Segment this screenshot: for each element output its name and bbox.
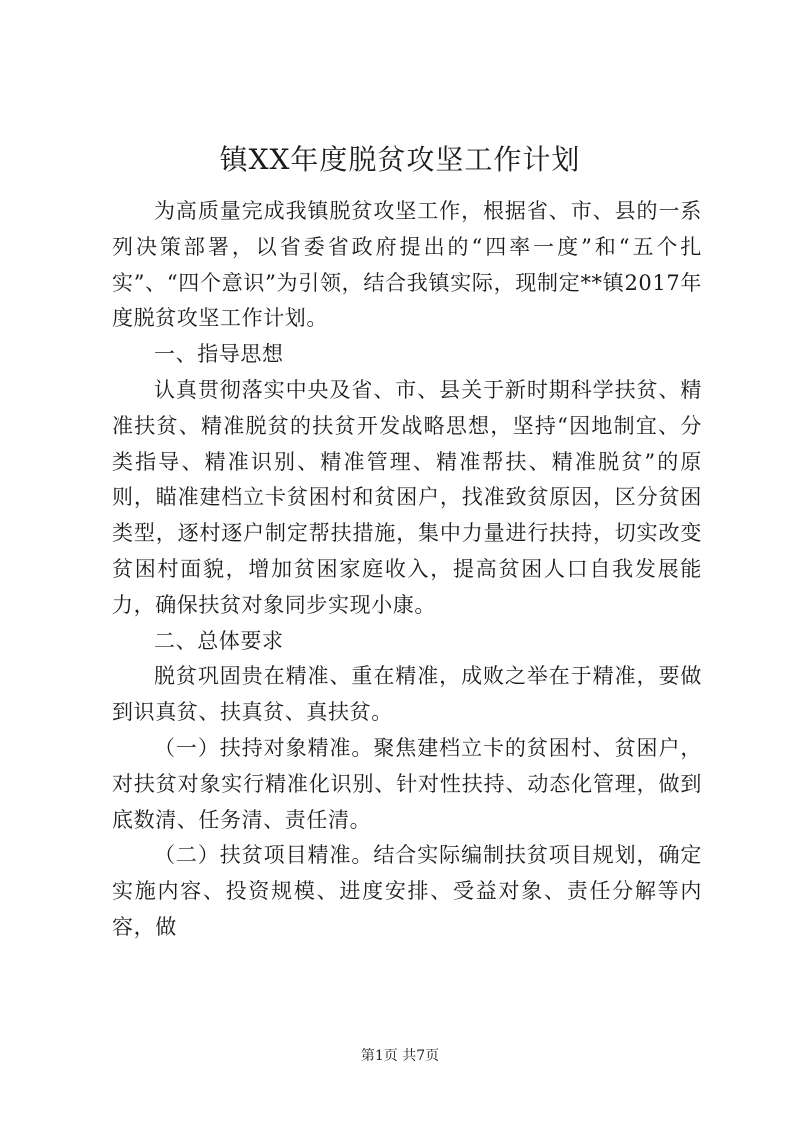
document-title: 镇XX年度脱贫攻坚工作计划 bbox=[219, 143, 581, 176]
requirement-item-1: （一）扶持对象精准。聚焦建档立卡的贫困村、贫困户，对扶贫对象实行精准化识别、针对性扶持、动态化管理，做到底数清、任务清、责任清。 bbox=[112, 735, 702, 832]
guiding-ideology-paragraph: 认真贯彻落实中央及省、市、县关于新时期科学扶贫、精准扶贫、精准脱贫的扶贫开发战略思想，坚持“因地制宜、分类指导、精准识别、精准管理、精准帮扶、精准脱贫”的原则，瞄准建档立卡贫困村和贫困户，找准致贫原因，区分贫困类型，逐村逐户制定帮扶措施，集中力量进行扶持，切实改变贫困村面貌，增加贫困家庭收入，提高贫困人口自我发展能力，确保扶贫对象同步实现小康。 bbox=[112, 377, 702, 617]
page-number-footer: 第1页 共7页 bbox=[360, 1048, 440, 1064]
section-heading-guiding-ideology: 一、指导思想 bbox=[154, 342, 284, 367]
document-body bbox=[112, 194, 702, 946]
general-requirements-paragraph: 脱贫巩固贵在精准、重在精准，成败之举在于精准，要做到识真贫、扶真贫、真扶贫。 bbox=[112, 664, 702, 725]
requirement-item-2: （二）扶贫项目精准。结合实际编制扶贫项目规划，确定实施内容、投资规模、进度安排、受益对象、责任分解等内容，做 bbox=[112, 843, 702, 939]
intro-paragraph: 为高质量完成我镇脱贫攻坚工作，根据省、市、县的一系列决策部署，以省委省政府提出的“四率一度”和“五个扎实”、“四个意识”为引领，结合我镇实际，现制定**镇2017年度脱贫攻坚工作计划。 bbox=[112, 199, 702, 331]
section-heading-general-requirements: 二、总体要求 bbox=[154, 628, 284, 653]
